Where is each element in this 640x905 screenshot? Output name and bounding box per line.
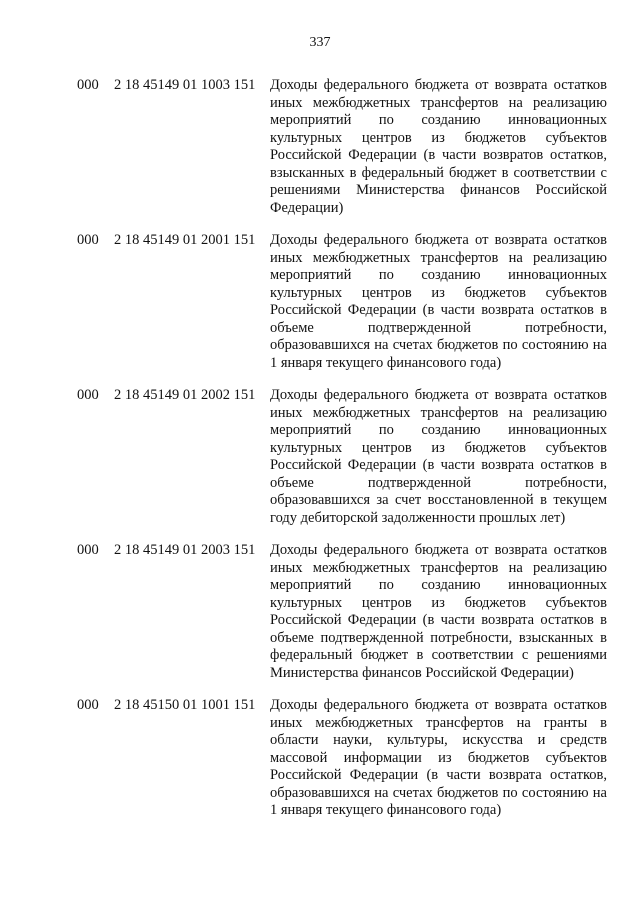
admin-code: 000 [77,387,99,403]
admin-code: 000 [77,542,99,558]
code-description: Доходы федерального бюджета от возврата остатков иных межбюджетных трансфертов на реализацию мероприятий по созданию инновационных культурных центров из бюджетов субъектов Российской Федерации (в части возвратов остатков, взысканных в федеральный бюджет в соответствии с решениями Министерства финансов Российской Федерации) [270,77,607,216]
budget-code-entry [0,387,640,527]
kbk-code: 2 18 45149 01 2001 151 [114,232,256,248]
admin-code: 000 [77,232,99,248]
budget-code-entry [0,232,640,372]
code-description: Доходы федерального бюджета от возврата остатков иных межбюджетных трансфертов на реализацию мероприятий по созданию инновационных культурных центров из бюджетов субъектов Российской Федерации (в части возврата остатков в объеме подтвержденной потребности, образовавшихся на счетах бюджетов по состоянию на 1 января текущего финансового года) [270,232,607,371]
budget-code-entry [0,697,640,820]
admin-code: 000 [77,697,99,713]
budget-code-list [0,77,640,835]
code-description: Доходы федерального бюджета от возврата остатков иных межбюджетных трансфертов на гранты в области науки, культуры, искусства и средств массовой информации из бюджетов субъектов Российской Федерации (в части возврата остатков, образовавшихся на счетах бюджетов по состоянию на 1 января текущего финансового года) [270,697,607,818]
code-description: Доходы федерального бюджета от возврата остатков иных межбюджетных трансфертов на реализацию мероприятий по созданию инновационных культурных центров из бюджетов субъектов Российской Федерации (в части возврата остатков в объеме подтвержденной потребности, образовавшихся за счет восстановленной в текущем году дебиторской задолженности прошлых лет) [270,387,607,526]
kbk-code: 2 18 45149 01 2002 151 [114,387,256,403]
kbk-code: 2 18 45150 01 1001 151 [114,697,256,713]
budget-code-entry [0,542,640,682]
budget-code-entry [0,77,640,217]
kbk-code: 2 18 45149 01 1003 151 [114,77,256,93]
admin-code: 000 [77,77,99,93]
page-number: 337 [309,35,331,50]
kbk-code: 2 18 45149 01 2003 151 [114,542,256,558]
code-description: Доходы федерального бюджета от возврата остатков иных межбюджетных трансфертов на реализацию мероприятий по созданию инновационных культурных центров из бюджетов субъектов Российской Федерации (в части возврата остатков в объеме подтвержденной потребности, взысканных в федеральный бюджет в соответствии с решениями Министерства финансов Российской Федерации) [270,542,607,681]
